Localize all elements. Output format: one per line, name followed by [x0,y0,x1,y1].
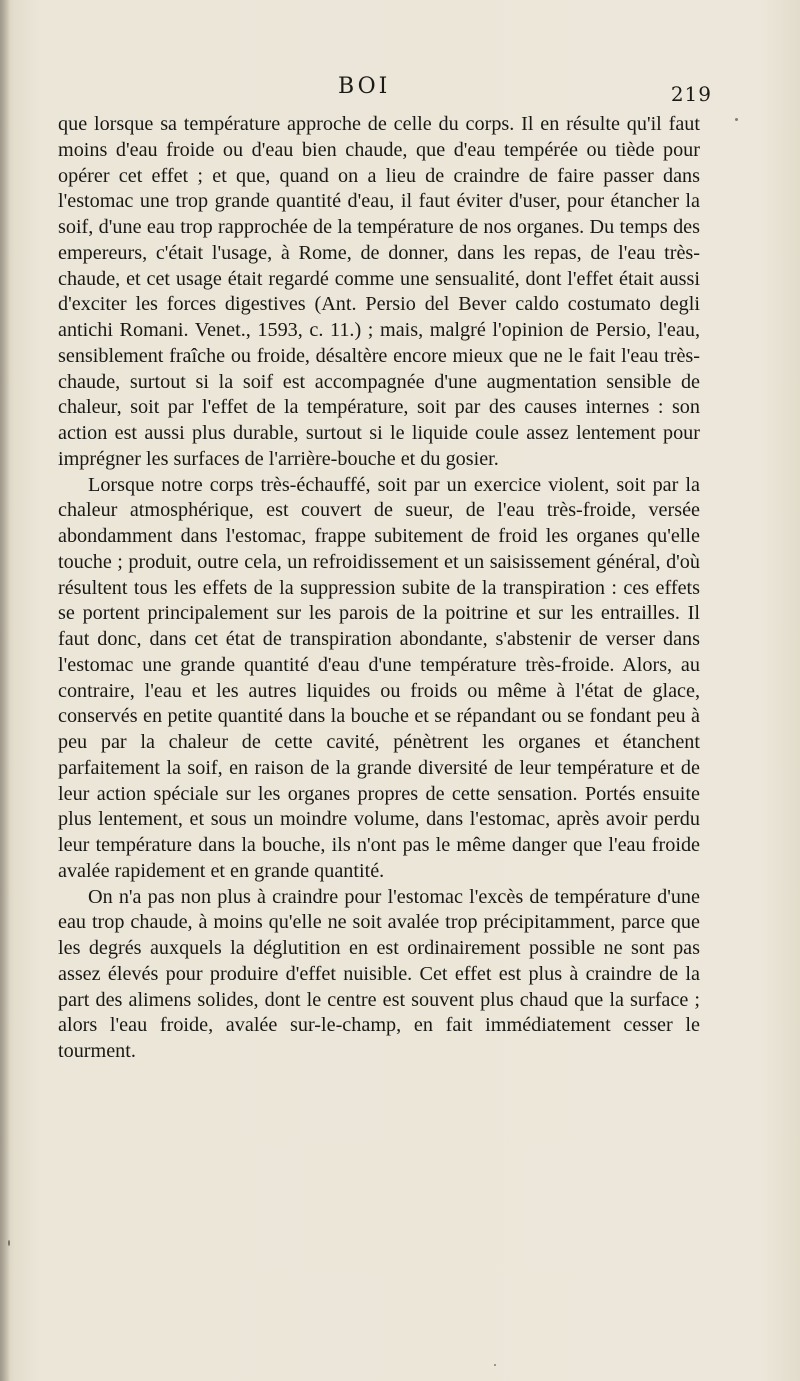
paragraph-1: que lorsque sa température approche de celle du corps. Il en résulte qu'il faut moins d'eau froide ou d'eau bien chaude, que d'eau tempérée ou tiède pour opérer cet effet ; et que, quand on a lieu de craindre de faire passer dans l'estomac une trop grande quantité d'eau, il faut éviter d'user, pour étancher la soif, d'une eau trop rapprochée de la température de nos organes. Du temps des empereurs, c'était l'usage, à Rome, de donner, dans les repas, de l'eau très-chaude, et cet usage était regardé comme une sensualité, dont l'effet était aussi d'exciter les forces digestives (Ant. Persio del Bever caldo costumato degli antichi Romani. Venet., 1593, c. 11.) ; mais, malgré l'opinion de Persio, l'eau, sensiblement fraîche ou froide, désaltère encore mieux que ne le fait l'eau très-chaude, surtout si la soif est accompagnée d'une augmentation sensible de chaleur, soit par l'effet de la température, soit par des causes internes : son action est aussi plus durable, surtout si le liquide coule assez lentement pour imprégner les surfaces de l'arrière-bouche et du gosier. [58,113,700,470]
paragraph-3: On n'a pas non plus à craindre pour l'estomac l'excès de température d'une eau trop chaude, à moins qu'elle ne soit avalée trop précipitamment, parce que les degrés auxquels la déglutition en est ordinairement possible ne sont pas assez élevés pour produire d'effet nuisible. Cet effet est plus à craindre de la part des alimens solides, dont le centre est souvent plus chaud que la surface ; alors l'eau froide, avalée sur-le-champ, en fait immédiatement cesser le tourment. [58,885,700,1062]
ink-speck [494,1364,496,1366]
paragraph-2: Lorsque notre corps très-échauffé, soit par un exercice violent, soit par la chaleur atmosphérique, est couvert de sueur, de l'eau très-froide, versée abondamment dans l'estomac, frappe subitement de froid les organes qu'elle touche ; produit, outre cela, un refroidissement et un saisissement général, d'où résultent tous les effets de la suppression subite de la transpiration : ces effets se portent principalement sur les parois de la poitrine et sur les entrailles. Il faut donc, dans cet état de transpiration abondante, s'abstenir de verser dans l'estomac une grande quantité d'eau d'une température très-froide. Alors, au contraire, l'eau et les autres liquides ou froids ou même à l'état de glace, conservés en petite quantité dans la bouche et se répandant ou se fondant peu à peu par la chaleur de cette cavité, pénètrent les organes et étanchent parfaitement la soif, en raison de la grande diversité de leur température et de leur action spéciale sur les organes propres de cette sensation. Portés ensuite plus lentement, et sous un moindre volume, dans l'estomac, après avoir perdu leur température dans la bouche, ils n'ont pas le même danger que l'eau froide avalée rapidement et en grande quantité. [58,473,700,882]
running-header [0,74,800,104]
page-number: 219 [670,82,712,106]
ink-speck [8,1240,10,1246]
running-title: BOI [338,74,391,99]
binding-shadow [0,0,10,1381]
body-text [58,112,700,1065]
ink-speck [735,118,738,121]
